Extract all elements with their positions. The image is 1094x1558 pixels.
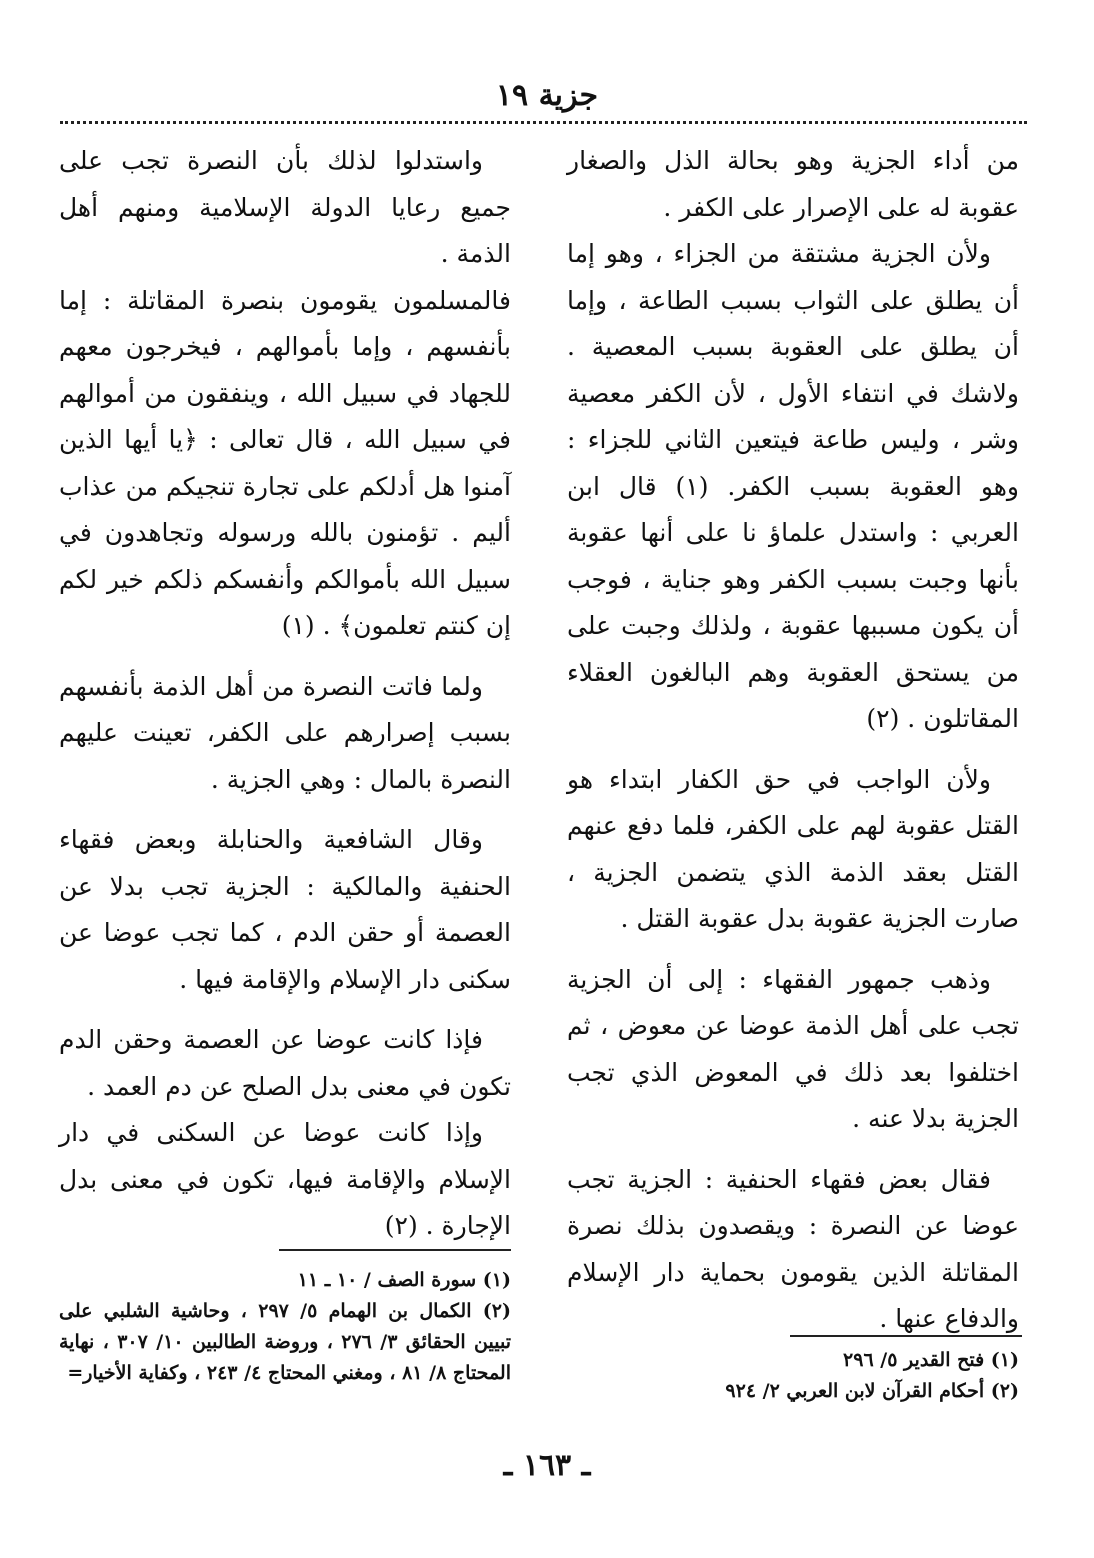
left-footnote-1: (١) سورة الصف / ١٠ ـ ١١ bbox=[297, 1269, 511, 1291]
right-footnote-1: (١) فتح القدير ٥/ ٢٩٦ bbox=[843, 1349, 1019, 1371]
left-paragraph-3: ولما فاتت النصرة من أهل الذمة بأنفسهم بسبب إصرارهم على الكفر، تعينت عليهم النصرة بالمال : وهي الجزية . bbox=[59, 671, 511, 794]
page-header-title: جزية ١٩ bbox=[495, 78, 599, 113]
right-footnote-divider bbox=[790, 1335, 1022, 1337]
left-paragraph-1: واستدلوا لذلك بأن النصرة تجب على جميع رعايا الدولة الإسلامية ومنهم أهل الذمة . bbox=[59, 146, 511, 268]
right-paragraph-5: فقال بعض فقهاء الحنفية : الجزية تجب عوضا عن النصرة : ويقصدون بذلك نصرة المقاتلة الذين يقومون بحماية دار الإسلام والدفاع عنها . bbox=[567, 1164, 1019, 1333]
left-paragraph-6: وإذا كانت عوضا عن السكنى في دار الإسلام والإقامة فيها، تكون في معنى بدل الإجارة . (٢) bbox=[59, 1118, 511, 1240]
right-column bbox=[567, 138, 1019, 1343]
header-dotted-rule bbox=[60, 121, 1027, 124]
right-footnotes bbox=[567, 1345, 1019, 1407]
right-paragraph-3: ولأن الواجب في حق الكفار ابتداء هو القتل عقوبة لهم على الكفر، فلما دفع عنهم القتل بعقد الذمة الذي يتضمن الجزية ، صارت الجزية عقوبة بدل عقوبة القتل . bbox=[567, 764, 1019, 933]
left-paragraph-4: وقال الشافعية والحنابلة وبعض فقهاء الحنفية والمالكية : الجزية تجب بدلا عن العصمة أو حقن الدم ، كما تجب عوضا عن سكنى دار الإسلام والإقامة فيها . bbox=[59, 825, 511, 994]
left-footnote-divider bbox=[279, 1249, 511, 1251]
page-number: ـ ١٦٣ ـ bbox=[503, 1448, 591, 1483]
left-column bbox=[59, 138, 511, 1250]
left-footnote-2: (٢) الكمال بن الهمام ٥/ ٢٩٧ ، وحاشية الشلبي على تبيين الحقائق ٣/ ٢٧٦ ، وروضة الطالبين ١٠/ ٣٠٧ ، نهاية المحتاج ٨/ ٨١ ، ومغني المحتاج ٤/ ٢٤٣ ، وكفاية الأخيار= bbox=[59, 1300, 511, 1384]
left-paragraph-5: فإذا كانت عوضا عن العصمة وحقن الدم تكون في معنى بدل الصلح عن دم العمد . bbox=[59, 1025, 511, 1101]
left-paragraph-2: فالمسلمون يقومون بنصرة المقاتلة : إما بأنفسهم ، وإما بأموالهم ، فيخرجون معهم للجهاد في سبيل الله ، وينفقون من أموالهم في سبيل الله ، قال تعالى : ﴿يا أيها الذين آمنوا هل أدلكم على تجارة تنجيكم من عذاب أليم . تؤمنون بالله ورسوله وتجاهدون في سبيل الله بأموالكم وأنفسكم ذلكم خير لكم إن كنتم تعلمون﴾ . (١) bbox=[59, 285, 511, 640]
right-paragraph-4: وذهب جمهور الفقهاء : إلى أن الجزية تجب على أهل الذمة عوضا عن معوض ، ثم اختلفوا بعد ذلك في المعوض الذي تجب الجزية بدلا عنه . bbox=[567, 964, 1019, 1133]
right-paragraph-1: من أداء الجزية وهو بحالة الذل والصغار عقوبة له على الإصرار على الكفر . bbox=[567, 146, 1019, 222]
left-footnotes bbox=[59, 1265, 511, 1389]
right-footnote-2: (٢) أحكام القرآن لابن العربي ٢/ ٩٢٤ bbox=[725, 1380, 1019, 1402]
right-paragraph-2: ولأن الجزية مشتقة من الجزاء ، وهو إما أن يطلق على الثواب بسبب الطاعة ، وإما أن يطلق على العقوبة بسبب المعصية . ولاشك في انتفاء الأول ، لأن الكفر معصية وشر ، وليس طاعة فيتعين الثاني للجزاء : وهو العقوبة بسبب الكفر. (١) قال ابن العربي : واستدل علماؤ نا على أنها عقوبة بأنها وجبت بسبب الكفر وهو جناية ، فوجب أن يكون مسببها عقوبة ، ولذلك وجبت على من يستحق العقوبة وهم البالغون العقلاء المقاتلون . (٢) bbox=[567, 239, 1019, 733]
